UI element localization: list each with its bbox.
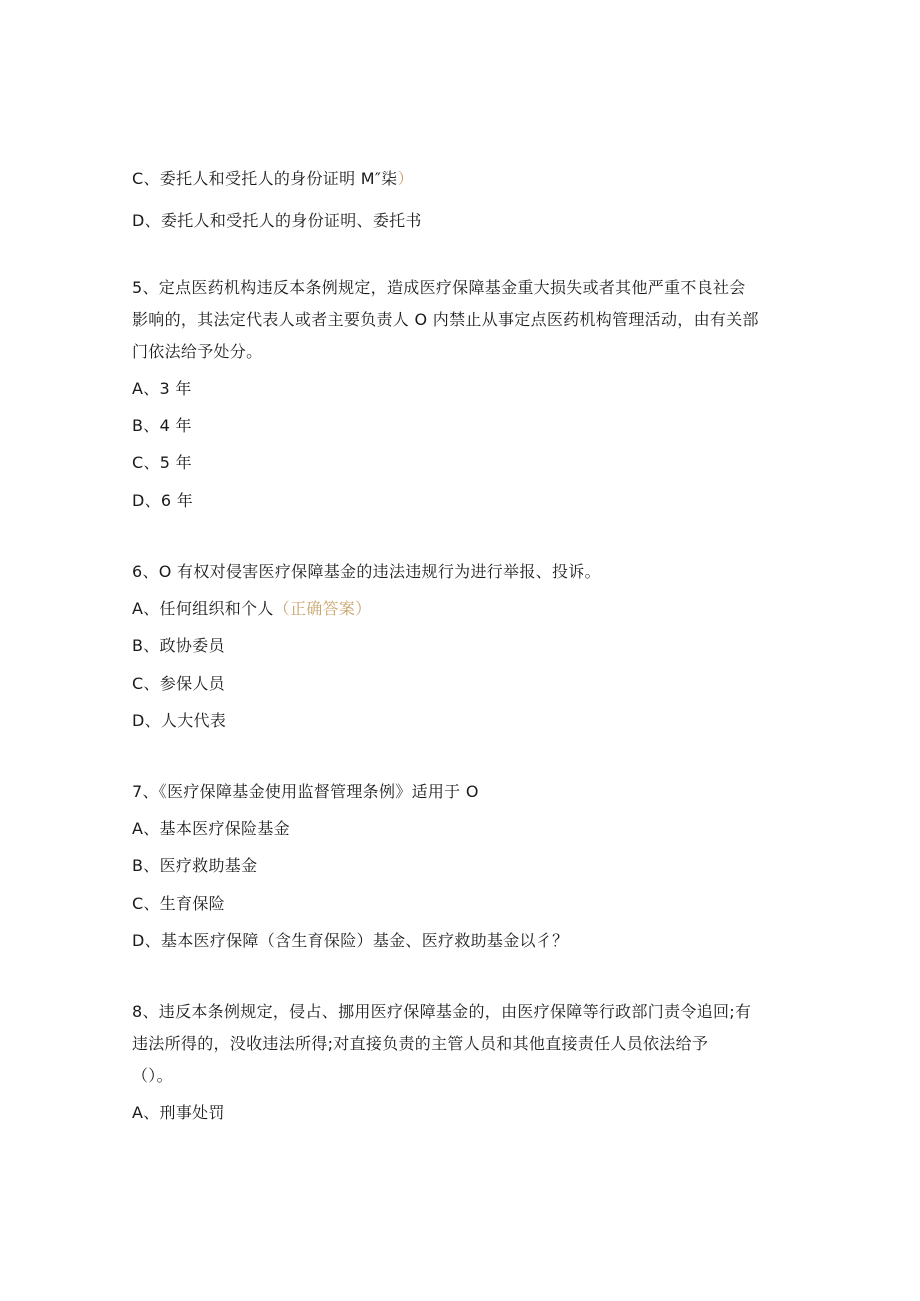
q8-stem-line-2: 违法所得的，没收违法所得;对直接负责的主管人员和其他直接责任人员依法给予 xyxy=(132,1034,709,1053)
q5-option-c: C、5 年 xyxy=(132,453,192,472)
q5-option-d: D、6 年 xyxy=(132,491,194,510)
q8-stem-line-3: （）。 xyxy=(132,1066,173,1085)
q4-option-c-text: C、委托人和受托人的身份证明 M″柒 xyxy=(132,169,398,188)
q4-option-c xyxy=(132,169,414,189)
q7-option-c: C、生育保险 xyxy=(132,894,225,913)
q7-option-b: B、医疗救助基金 xyxy=(132,856,258,875)
q8-option-a: A、刑事处罚 xyxy=(132,1103,225,1122)
q5-option-a: A、3 年 xyxy=(132,379,192,398)
q5-stem-line-1: 5、定点医药机构违反本条例规定，造成医疗保障基金重大损失或者其他严重不良社会 xyxy=(132,278,746,297)
q8-stem-line-1: 8、违反本条例规定，侵占、挪用医疗保障基金的，由医疗保障等行政部门责令追回;有 xyxy=(132,1002,752,1021)
q6-stem: 6、O 有权对侵害医疗保障基金的违法违规行为进行举报、投诉。 xyxy=(132,562,601,581)
q7-option-a: A、基本医疗保险基金 xyxy=(132,819,290,838)
q5-option-b: B、4 年 xyxy=(132,416,192,435)
q4-option-c-suffix: ） xyxy=(397,169,414,188)
q5-stem-line-3: 门依法给予处分。 xyxy=(132,342,263,361)
q6-option-a-text: A、任何组织和个人 xyxy=(132,599,274,618)
q4-option-d: D、委托人和受托人的身份证明、委托书 xyxy=(132,211,422,230)
q7-stem: 7、《医疗保障基金使用监督管理条例》适用于 O xyxy=(132,782,479,801)
correct-answer-mark: （正确答案） xyxy=(273,599,372,618)
q6-option-b: B、政协委员 xyxy=(132,636,225,655)
q6-option-a xyxy=(132,599,371,619)
q6-option-d: D、人大代表 xyxy=(132,711,227,730)
q6-option-c: C、参保人员 xyxy=(132,674,225,693)
q5-stem-line-2: 影响的，其法定代表人或者主要负责人 O 内禁止从事定点医药机构管理活动，由有关部 xyxy=(132,310,759,329)
q7-option-d: D、基本医疗保障（含生育保险）基金、医疗救助基金以彳？ xyxy=(132,931,569,950)
